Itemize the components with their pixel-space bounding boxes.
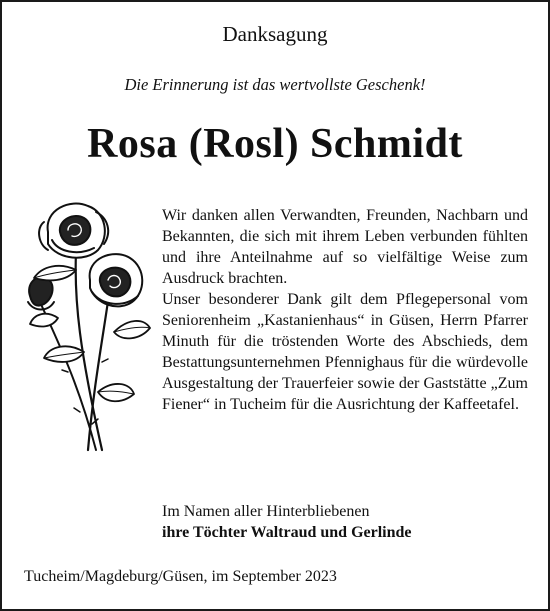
thank-you-paragraph-2: Unser besonderer Dank gilt dem Pflegepersonal vom Seniorenheim „Kastanienhaus“ in Güsen, Herrn Pfarrer Minuth für die tröstenden Worte des Abschieds, dem Bestattungsunternehmen Pfennighaus für die würdevolle Ausgestaltung der Trauerfeier sowie der Gaststätte „Zum Fiener“ in Tucheim für die Ausrichtung der Kaffeetafel. [162,291,528,413]
notice-motto: Die Erinnerung ist das wertvollste Geschenk! [124,75,426,94]
signoff-block [162,501,532,543]
thank-you-paragraph-1: Wir danken allen Verwandten, Freunden, Nachbarn und Bekannten, die sich mit ihrem Leben verbunden fühlten und ihre Anteilnahme auf so vielfältige Weise zum Ausdruck brachten. [162,207,528,287]
notice-heading: Danksagung [222,22,328,46]
place-and-date: Tucheim/Magdeburg/Güsen, im September 2023 [24,568,337,585]
roses-illustration-icon [18,192,153,457]
signoff-names: ihre Töchter Waltraud und Gerlinde [162,524,412,541]
signoff-line: Im Namen aller Hinterbliebenen [162,503,370,520]
thank-you-text [162,205,528,415]
deceased-name: Rosa (Rosl) Schmidt [87,121,463,167]
